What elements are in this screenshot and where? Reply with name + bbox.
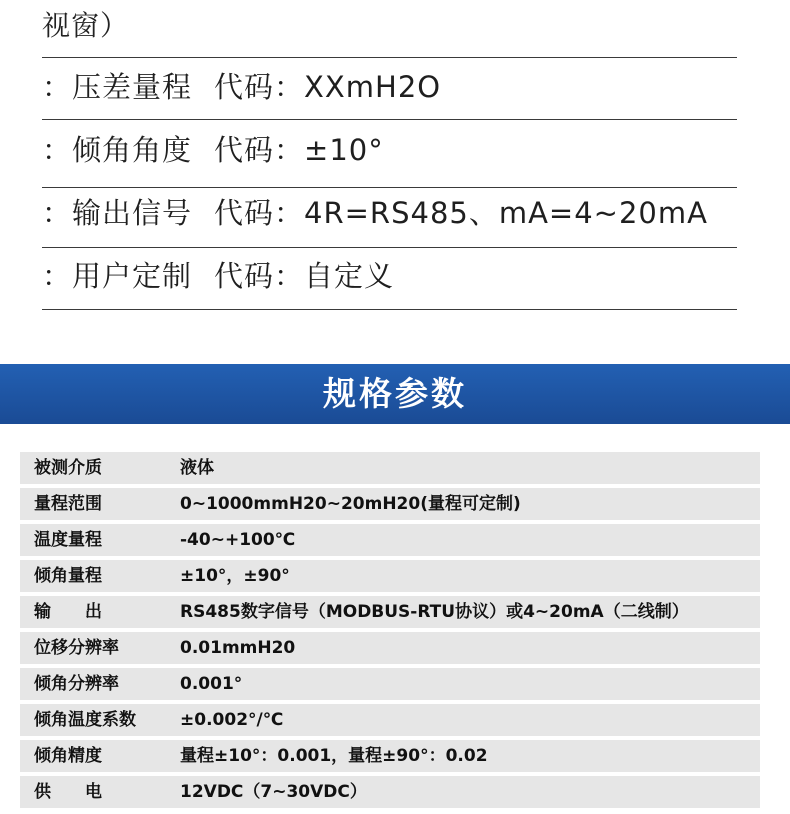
code-row-label: 代码： [214, 259, 305, 293]
spec-label: 温度量程 [34, 530, 102, 550]
spec-label: 被测介质 [34, 458, 102, 478]
spec-row-tilt-temp-coefficient [20, 704, 760, 736]
code-row-custom [42, 256, 737, 296]
code-selection-section [0, 0, 790, 340]
code-row-label: 代码： [214, 196, 305, 230]
spec-label: 倾角量程 [34, 566, 102, 586]
spec-banner-title: 规格参数 [323, 374, 467, 413]
spec-value: ±10°，±90° [180, 566, 290, 586]
code-row-colon: ： [42, 196, 72, 230]
spec-value: 0~1000mmH20~20mH20(量程可定制) [180, 494, 521, 514]
spec-row-medium [20, 452, 760, 484]
spec-row-output [20, 596, 760, 628]
spec-value: 12VDC（7~30VDC） [180, 782, 367, 802]
spec-value: 液体 [180, 458, 214, 478]
spec-label: 倾角精度 [34, 746, 102, 766]
code-row-value: ±10° [304, 133, 384, 167]
code-row-value: XXmH2O [304, 70, 442, 104]
code-row-value: 4R=RS485、mA=4~20mA [304, 196, 708, 230]
code-row-colon: ： [42, 133, 72, 167]
spec-row-tilt-range [20, 560, 760, 592]
code-row-range [42, 67, 737, 107]
code-row-name: 压差量程 [72, 70, 193, 104]
code-row-label: 代码： [214, 133, 305, 167]
spec-row-tilt-resolution [20, 668, 760, 700]
spec-row-tilt-accuracy [20, 740, 760, 772]
spec-label: 量程范围 [34, 494, 102, 514]
spec-label: 供 电 [34, 782, 102, 802]
spec-label: 位移分辨率 [34, 638, 119, 658]
divider [42, 247, 737, 248]
code-row-value: 自定义 [304, 259, 395, 293]
divider [42, 57, 737, 58]
code-row-output [42, 193, 737, 233]
code-row-tilt [42, 130, 737, 170]
code-row-colon: ： [42, 259, 72, 293]
window-text-fragment: 视窗） [42, 9, 130, 42]
spec-value: RS485数字信号（MODBUS-RTU协议）或4~20mA（二线制） [180, 602, 689, 622]
spec-row-displacement-resolution [20, 632, 760, 664]
spec-value: 量程±10°：0.001，量程±90°：0.02 [180, 746, 488, 766]
code-row-name: 倾角角度 [72, 133, 193, 167]
spec-value: 0.01mmH20 [180, 638, 296, 658]
code-row-label: 代码： [214, 70, 305, 104]
spec-banner [0, 364, 790, 424]
code-row-colon: ： [42, 70, 72, 104]
spec-label: 输 出 [34, 602, 102, 622]
divider [42, 187, 737, 188]
spec-label: 倾角分辨率 [34, 674, 119, 694]
code-row-name: 用户定制 [72, 259, 193, 293]
spec-value: ±0.002°/℃ [180, 710, 284, 730]
spec-value: -40~+100℃ [180, 530, 296, 550]
spec-row-range [20, 488, 760, 520]
spec-row-power [20, 776, 760, 808]
spec-value: 0.001° [180, 674, 243, 694]
spec-row-temp-range [20, 524, 760, 556]
code-row-name: 输出信号 [72, 196, 193, 230]
divider [42, 119, 737, 120]
spec-label: 倾角温度系数 [34, 710, 136, 730]
divider [42, 309, 737, 310]
